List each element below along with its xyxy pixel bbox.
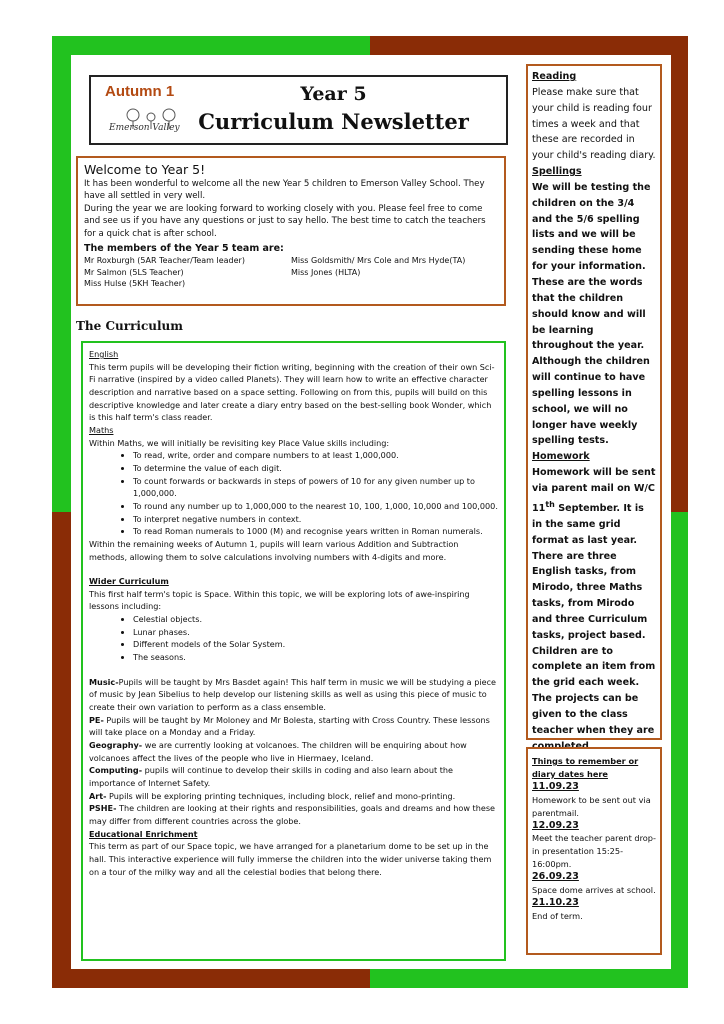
team-heading: The members of the Year 5 team are: bbox=[84, 242, 284, 254]
curriculum-box bbox=[81, 341, 506, 961]
homework-ordinal: th bbox=[545, 499, 555, 509]
maths-list bbox=[89, 449, 498, 538]
team-member: Miss Hulse (5KH Teacher) bbox=[84, 279, 186, 289]
diary-event: Space dome arrives at school. bbox=[532, 885, 656, 896]
diary-date: 21.10.23 bbox=[532, 896, 579, 908]
logo-text: Emerson Valley bbox=[109, 123, 180, 133]
enrichment-text: This term as part of our Space topic, we have arranged for a planetarium dome to be set up in the hall. This interactive experience will fully immerse the children into the wider universe taking them on a tour of the milky way and all the celestial bodies that belong there. bbox=[89, 841, 492, 877]
pshe-text: The children are looking at their rights and responsibilities, goals and dreams and how these may differ from different countries across the globe. bbox=[89, 803, 496, 826]
list-item: • The seasons. bbox=[133, 651, 498, 664]
list-item: • To interpret negative numbers in context. bbox=[133, 513, 498, 526]
list-item: • To determine the value of each digit. bbox=[133, 462, 498, 475]
welcome-para-2: During the year we are looking forward to working closely with you. Please feel free to come and see us if you have any questions or just to say hello. The best time to catch the teachers for a quick chat is after school. bbox=[84, 203, 486, 239]
team-column-right bbox=[291, 255, 498, 290]
list-item: • Lunar phases. bbox=[133, 626, 498, 639]
sidebar-info-box bbox=[526, 64, 662, 740]
diary-heading: Things to remember or diary dates here bbox=[532, 756, 639, 779]
computing-label: Computing- bbox=[89, 765, 143, 776]
list-item: • Different models of the Solar System. bbox=[133, 638, 498, 651]
spellings-text: We will be testing the children on the 3/4 and the 5/6 spelling lists and we will be sending these home for your information. These are the words that the children should know and will be learning throughout the year. Although the children will continue to have spelling lessons in school, we will no longer have weekly spelling tests. bbox=[532, 181, 651, 447]
list-item: • Celestial objects. bbox=[133, 613, 498, 626]
welcome-heading: Welcome to Year 5! bbox=[84, 162, 206, 177]
list-item: • To round any number up to 1,000,000 to the nearest 10, 100, 1,000, 10,000 and 100,000. bbox=[133, 500, 498, 513]
english-text: This term pupils will be developing their fiction writing, beginning with the creation of their own Sci-Fi narrative (inspired by a video called Planets). They will learn how to write an effective character description and narrative based on a space setting. Following on from this, pupils will build on this descriptive knowledge and later create a diary entry based on the best-selling book Wonder, which is this half term's class reader. bbox=[89, 361, 495, 423]
wider-list bbox=[89, 613, 498, 664]
geography-label: Geography- bbox=[89, 740, 143, 751]
team-list bbox=[84, 255, 498, 290]
geography-text: we are currently looking at volcanoes. The children will be enquiring about how volcanoes affect the lives of the people who live in Hiermaey, Iceland. bbox=[89, 740, 467, 763]
team-member: Mr Roxburgh (5AR Teacher/Team leader) bbox=[84, 256, 245, 266]
curriculum-heading: The Curriculum bbox=[76, 319, 183, 333]
spellings-heading: Spellings bbox=[532, 166, 582, 178]
homework-text bbox=[532, 465, 656, 754]
maths-intro: Within Maths, we will initially be revisiting key Place Value skills including: bbox=[89, 437, 390, 448]
term-label: Autumn 1 bbox=[105, 83, 175, 100]
team-member: Miss Goldsmith/ Mrs Cole and Mrs Hyde(TA) bbox=[291, 256, 466, 266]
diary-dates-box bbox=[526, 747, 662, 955]
welcome-box bbox=[76, 156, 506, 306]
wider-heading: Wider Curriculum bbox=[89, 576, 169, 587]
english-heading: English bbox=[89, 349, 119, 359]
welcome-para-1: It has been wonderful to welcome all the new Year 5 children to Emerson Valley School. They have all settled in very well. bbox=[84, 178, 485, 202]
reading-text: Please make sure that your child is reading four times a week and that these are recorded in your child's reading diary. bbox=[532, 86, 656, 162]
pe-section bbox=[89, 714, 498, 739]
diary-event: End of term. bbox=[532, 910, 583, 921]
wider-intro: This first half term's topic is Space. Within this topic, we will be exploring lots of awe-inspiring lessons including: bbox=[89, 588, 470, 612]
maths-heading: Maths bbox=[89, 424, 114, 435]
pe-text: Pupils will be taught by Mr Moloney and Mr Bolesta, starting with Cross Country. These lessons will take place on a Monday and a Friday. bbox=[89, 714, 490, 738]
homework-heading: Homework bbox=[532, 451, 590, 463]
team-member: Miss Jones (HLTA) bbox=[291, 267, 361, 277]
computing-text: pupils will continue to develop their skills in coding and also learn about the importance of Internet Safety. bbox=[89, 765, 454, 788]
art-label: Art- bbox=[89, 790, 107, 801]
homework-text-start: Homework will be sent via parent mail on W/C 11 bbox=[532, 467, 656, 514]
diary-event: Meet the teacher parent drop-in presentation 15:25-16:00pm. bbox=[532, 833, 656, 870]
music-text: Pupils will be taught by Mrs Basdet again! This half term in music we will be studying a piece of music by Jean Sibelius to help develop our listening skills as well as using this piece of music to create their own variation to perform as a class ensemble. bbox=[89, 676, 497, 713]
art-section bbox=[89, 790, 498, 803]
title-year: Year 5 bbox=[300, 83, 367, 105]
diary-date: 11.09.23 bbox=[532, 780, 579, 792]
computing-section bbox=[89, 764, 498, 789]
music-section bbox=[89, 676, 498, 714]
list-item: • To read, write, order and compare numbers to at least 1,000,000. bbox=[133, 449, 498, 462]
title-newsletter: Curriculum Newsletter bbox=[198, 109, 469, 134]
pshe-label: PSHE- bbox=[89, 803, 117, 814]
pshe-section bbox=[89, 802, 498, 827]
title-box bbox=[89, 75, 508, 145]
music-label: Music- bbox=[89, 676, 119, 687]
diary-date: 26.09.23 bbox=[532, 871, 579, 883]
art-text: Pupils will be exploring printing techniques, including block, relief and mono-printing. bbox=[106, 790, 456, 801]
homework-text-end: September. It is in the same grid format as last year. There are three English tasks, from Mirodo, three Maths tasks, from Mirodo and three Curriculum tasks, project based. Children are to complete an item from the grid each week. The projects can be given to the class teacher when they are bbox=[532, 502, 656, 736]
reading-heading: Reading bbox=[532, 71, 577, 82]
list-item: • To read Roman numerals to 1000 (M) and recognise years written in Roman numerals. bbox=[133, 525, 498, 538]
diary-date: 12.09.23 bbox=[532, 819, 579, 831]
maths-outro: Within the remaining weeks of Autumn 1, pupils will learn various Addition and Subtraction methods, allowing them to solve calculations involving numbers with 4-digits and more. bbox=[89, 538, 459, 562]
newsletter-page bbox=[71, 55, 671, 969]
pe-label: PE- bbox=[89, 714, 104, 725]
team-column-left bbox=[84, 255, 291, 290]
team-member: Mr Salmon (5LS Teacher) bbox=[84, 267, 184, 277]
diary-event: Homework to be sent out via parentmail. bbox=[532, 794, 651, 818]
enrichment-heading: Educational Enrichment bbox=[89, 828, 198, 839]
geography-section bbox=[89, 739, 498, 764]
list-item: • To count forwards or backwards in steps of powers of 10 for any given number up to 1,000,000. bbox=[133, 475, 498, 500]
